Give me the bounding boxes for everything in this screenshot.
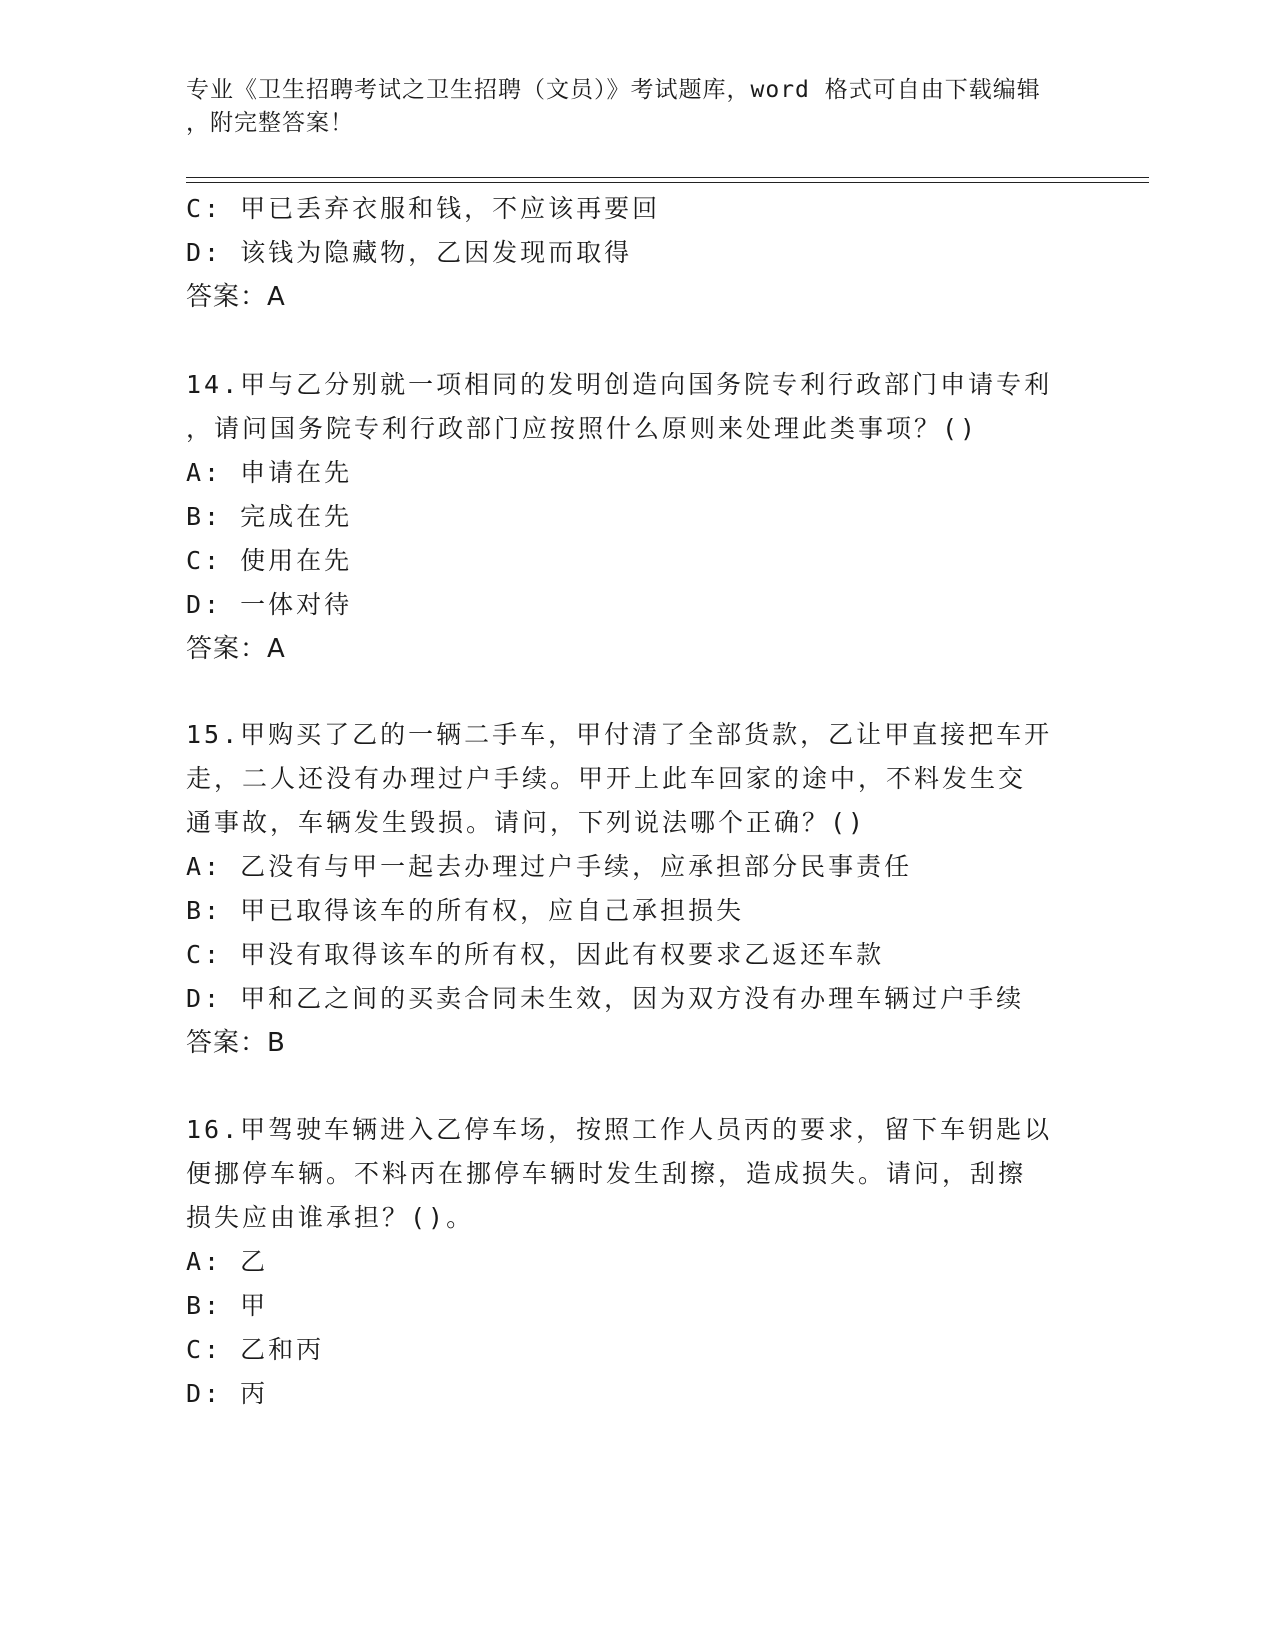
- q13-answer: 答案：A: [186, 282, 286, 312]
- q13-option-c: C: 甲已丢弃衣服和钱，不应该再要回: [186, 194, 661, 223]
- q15-stem-line-2: 走，二人还没有办理过户手续。甲开上此车回家的途中，不料发生交: [186, 764, 1027, 793]
- header-line-1: 专业《卫生招聘考试之卫生招聘（文员）》考试题库，word 格式可自由下载编辑: [186, 77, 1041, 103]
- q16-option-a: A: 乙: [186, 1247, 269, 1276]
- q15-option-a: A: 乙没有与甲一起去办理过户手续，应承担部分民事责任: [186, 852, 913, 881]
- q14-option-a: A: 申请在先: [186, 458, 353, 487]
- header-line-2: ，附完整答案！: [186, 110, 354, 136]
- q14-stem-line-2: ，请问国务院专利行政部门应按照什么原则来处理此类事项？(): [186, 414, 979, 443]
- q15-option-b: B: 甲已取得该车的所有权，应自己承担损失: [186, 896, 745, 925]
- q15-option-d: D: 甲和乙之间的买卖合同未生效，因为双方没有办理车辆过户手续: [186, 984, 1025, 1013]
- q14-option-c: C: 使用在先: [186, 546, 353, 575]
- q14-stem-line-1: 14.甲与乙分别就一项相同的发明创造向国务院专利行政部门申请专利: [186, 370, 1053, 399]
- q16-option-c: C: 乙和丙: [186, 1335, 325, 1364]
- q15-stem-line-1: 15.甲购买了乙的一辆二手车，甲付清了全部货款，乙让甲直接把车开: [186, 720, 1053, 749]
- q15-stem-line-3: 通事故，车辆发生毁损。请问，下列说法哪个正确？(): [186, 808, 867, 837]
- document-header: [186, 74, 1066, 140]
- header-divider-bottom: [186, 182, 1149, 183]
- q16-option-b: B: 甲: [186, 1291, 269, 1320]
- q16-stem-line-1: 16.甲驾驶车辆进入乙停车场，按照工作人员丙的要求，留下车钥匙以: [186, 1115, 1053, 1144]
- q14-answer: 答案：A: [186, 634, 286, 664]
- q15-answer: 答案：B: [186, 1028, 286, 1058]
- q14-option-b: B: 完成在先: [186, 502, 353, 531]
- q13-option-d: D: 该钱为隐藏物，乙因发现而取得: [186, 238, 633, 267]
- q16-stem-line-2: 便挪停车辆。不料丙在挪停车辆时发生刮擦，造成损失。请问，刮擦: [186, 1159, 1027, 1188]
- q16-stem-line-3: 损失应由谁承担？()。: [186, 1203, 475, 1232]
- q14-option-d: D: 一体对待: [186, 590, 353, 619]
- header-divider-top: [186, 177, 1149, 178]
- q15-option-c: C: 甲没有取得该车的所有权，因此有权要求乙返还车款: [186, 940, 885, 969]
- q16-option-d: D: 丙: [186, 1379, 269, 1408]
